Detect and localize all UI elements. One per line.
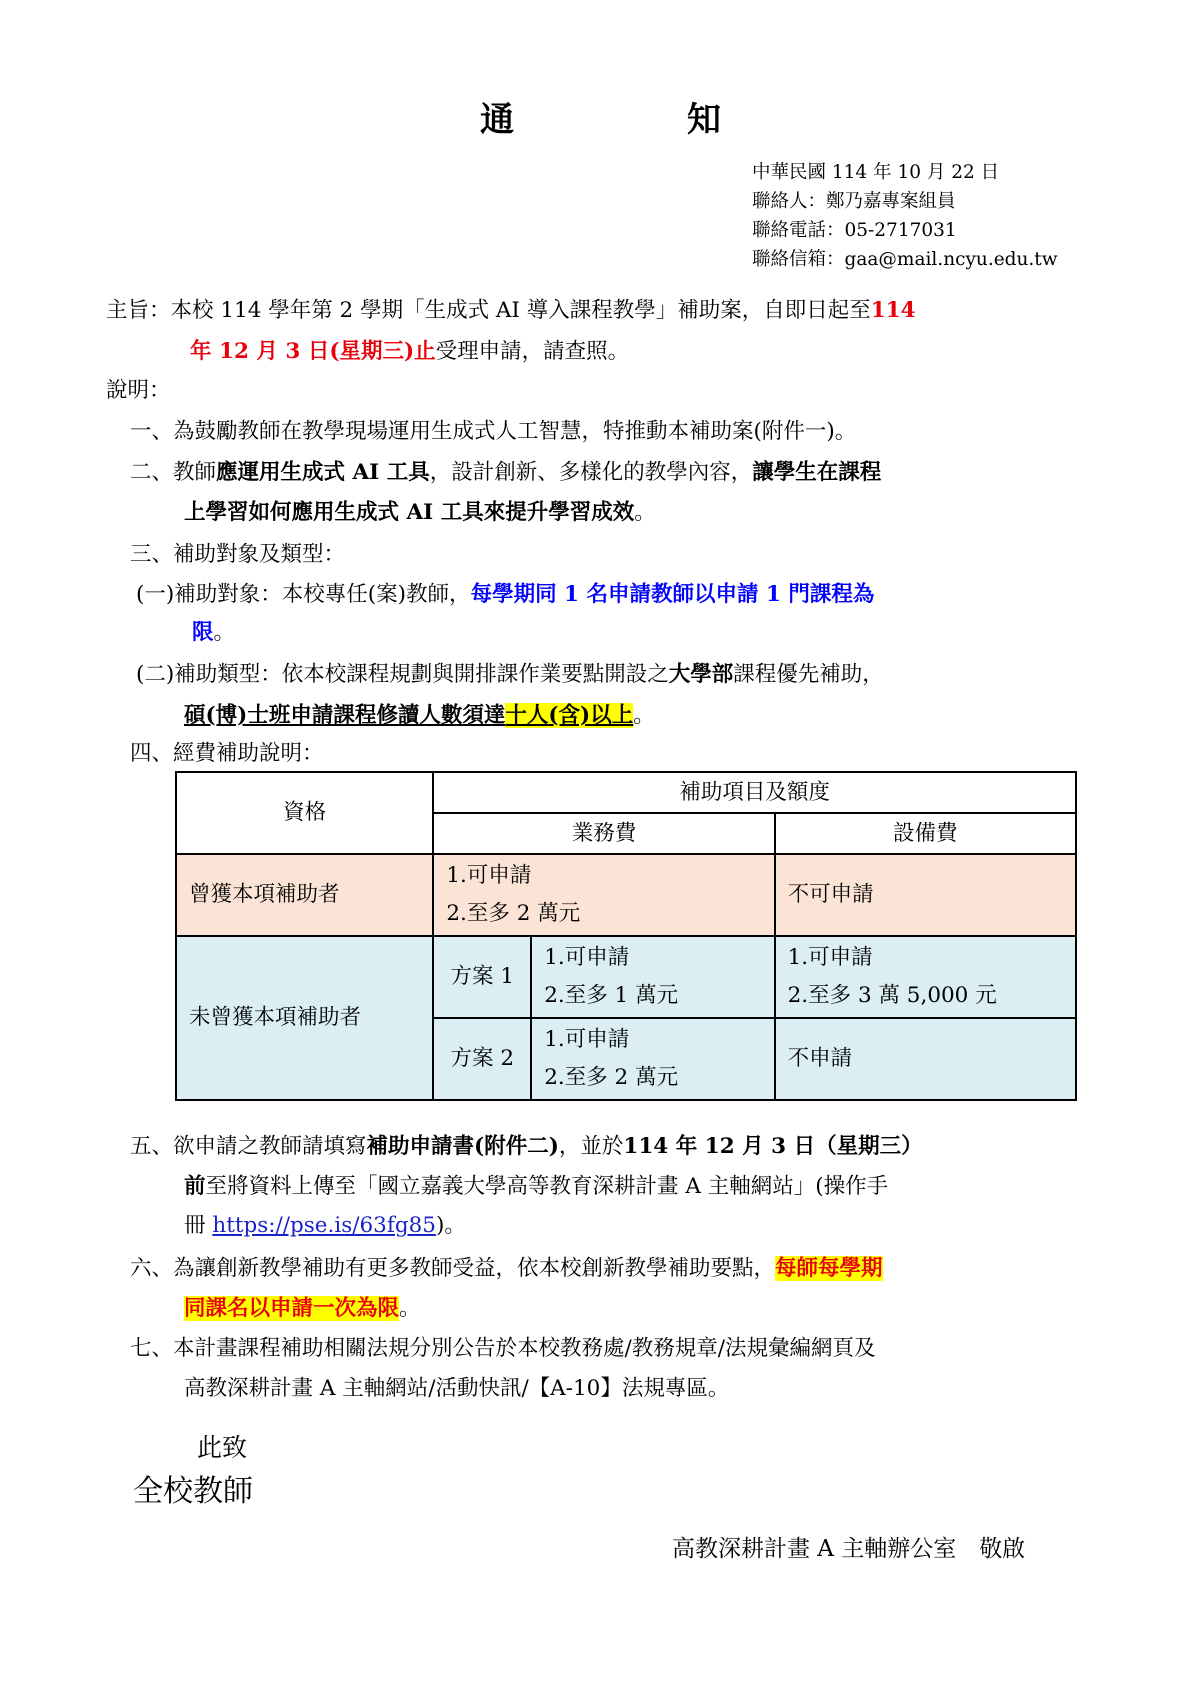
- plan-2-operating: [531, 1018, 774, 1100]
- closing-recipient: 全校教師: [133, 1474, 253, 1509]
- table-row-previous: [176, 854, 1076, 936]
- item-6-line-1: [130, 1250, 883, 1288]
- item-3-1-blue: 每學期同 1 名申請教師以申請 1 門課程為: [470, 582, 875, 607]
- row-previous-ops-1: 1.可申請: [446, 863, 532, 888]
- explain-label: 說明：: [106, 378, 171, 403]
- plan-1-ops-2: 2.至多 1 萬元: [544, 983, 679, 1008]
- item-5-manual: 冊: [184, 1213, 213, 1238]
- item-3-1-line-1: [136, 576, 874, 614]
- subject-line-2: [190, 333, 629, 371]
- row-previous-label: 曾獲本項補助者: [176, 854, 433, 936]
- item-3-2-end: 。: [633, 703, 655, 728]
- item-5-text: 五、欲申請之教師請填寫: [130, 1134, 367, 1159]
- subject-text: 本校 114 學年第 2 學期「生成式 AI 導入課程教學」補助案，自即日起至: [170, 298, 871, 323]
- item-6-text: 六、為讓創新教學補助有更多教師受益，依本校創新教學補助要點，: [130, 1256, 776, 1281]
- item-6-line-2: [184, 1290, 421, 1328]
- funding-table: [175, 771, 1077, 1101]
- item-3-2-highlight: 十人(含)以上: [505, 703, 634, 728]
- item-7-line-2: 高教深耕計畫 A 主軸網站/活動快訊/【A-10】法規專區。: [184, 1376, 730, 1401]
- item-5-end: )。: [435, 1213, 466, 1238]
- item-3-2-text: (二)補助類型：依本校課程規劃與開排課作業要點開設之: [136, 662, 669, 687]
- item-7-line-1: 七、本計畫課程補助相關法規分別公告於本校教務處/教務規章/法規彙編網頁及: [130, 1336, 876, 1361]
- contact-person: 聯絡人：鄭乃嘉專案組員: [752, 191, 956, 212]
- header-operating: 業務費: [433, 813, 774, 854]
- header-equipment: 設備費: [775, 813, 1076, 854]
- item-1: 一、為鼓勵教師在教學現場運用生成式人工智慧，特推動本補助案(附件一)。: [130, 419, 857, 444]
- subject-line-1: [106, 292, 916, 330]
- item-2-end: 。: [634, 500, 656, 525]
- item-2-bold-2: 讓學生在課程: [752, 460, 882, 485]
- subject-deadline: 年 12 月 3 日(星期三)止: [190, 339, 436, 364]
- row-previous-equipment: 不可申請: [775, 854, 1076, 936]
- item-5-line-2: [184, 1168, 888, 1206]
- subject-deadline-year: 114: [870, 298, 916, 323]
- subject-text-end: 受理申請，請查照。: [435, 339, 630, 364]
- plan-1-equipment: [775, 936, 1076, 1018]
- plan-2-ops-2: 2.至多 2 萬元: [544, 1065, 679, 1090]
- signature-office: 高教深耕計畫 A 主軸辦公室 敬啟: [672, 1536, 1026, 1562]
- plan-1-ops-1: 1.可申請: [544, 945, 630, 970]
- item-2-bold-3: 上學習如何應用生成式 AI 工具來提升學習成效: [184, 500, 635, 525]
- plan-1-eq-1: 1.可申請: [787, 945, 873, 970]
- table-header-row-1: [176, 772, 1076, 813]
- header-items: 補助項目及額度: [433, 772, 1076, 813]
- item-6-highlight-2: 同課名以申請一次為限: [184, 1296, 400, 1321]
- plan-1-label: 方案 1: [433, 936, 531, 1018]
- item-5-line-1: [130, 1128, 923, 1166]
- item-3-2-line-2: [184, 697, 655, 735]
- item-3-2-text-2: 課程優先補助，: [733, 662, 884, 687]
- plan-2-label: 方案 2: [433, 1018, 531, 1100]
- item-3-2-underline: 碩(博)士班申請課程修讀人數須達: [184, 703, 506, 728]
- subject-label: 主旨：: [106, 298, 171, 323]
- date: 中華民國 114 年 10 月 22 日: [752, 162, 1000, 183]
- manual-link[interactable]: https://pse.is/63fg85: [212, 1213, 436, 1238]
- contact-email: 聯絡信箱：gaa@mail.ncyu.edu.tw: [752, 249, 1058, 270]
- item-6-highlight: 每師每學期: [775, 1256, 883, 1281]
- item-5-before: 前: [184, 1174, 206, 1199]
- title-char-2: 知: [687, 100, 723, 140]
- item-2-text-2: ，設計創新、多樣化的教學內容，: [429, 460, 753, 485]
- plan-2-ops-1: 1.可申請: [544, 1027, 630, 1052]
- item-3-1-end: 。: [213, 620, 236, 645]
- item-3-2-bold: 大學部: [668, 662, 734, 687]
- meta-block: [752, 158, 1058, 274]
- plan-1-eq-2: 2.至多 3 萬 5,000 元: [787, 983, 997, 1008]
- item-5-bold: 補助申請書(附件二): [366, 1134, 559, 1159]
- item-2-bold-1: 應運用生成式 AI 工具: [216, 460, 430, 485]
- plan-1-operating: [531, 936, 774, 1018]
- row-previous-ops-2: 2.至多 2 萬元: [446, 901, 581, 926]
- item-4: 四、經費補助說明：: [130, 741, 324, 766]
- header-qualification: 資格: [176, 772, 433, 854]
- item-5-line-3: [184, 1207, 466, 1245]
- item-2-text: 二、教師: [130, 460, 217, 485]
- item-3-1-blue-end: 限: [192, 620, 214, 645]
- closing-salutation: 此致: [197, 1433, 248, 1462]
- table-row-plan-1: [176, 936, 1076, 1018]
- row-new-label: 未曾獲本項補助者: [176, 936, 433, 1100]
- item-6-end: 。: [399, 1296, 421, 1321]
- item-3-1-text: (一)補助對象：本校專任(案)教師，: [136, 582, 471, 607]
- title-char-1: 通: [480, 100, 516, 140]
- item-3: 三、補助對象及類型：: [130, 542, 346, 567]
- row-previous-operating: [433, 854, 774, 936]
- plan-2-equipment: 不申請: [775, 1018, 1076, 1100]
- item-5-date: 114 年 12 月 3 日（星期三）: [623, 1134, 923, 1159]
- contact-phone: 聯絡電話：05-2717031: [752, 220, 957, 241]
- item-2-line-2: [184, 494, 656, 532]
- item-5-text-3: 至將資料上傳至「國立嘉義大學高等教育深耕計畫 A 主軸網站」(操作手: [205, 1174, 889, 1199]
- item-3-2-line-1: [136, 656, 884, 694]
- item-2-line-1: [130, 454, 881, 492]
- item-3-1-line-2: [192, 614, 235, 652]
- item-5-text-2: ，並於: [558, 1134, 624, 1159]
